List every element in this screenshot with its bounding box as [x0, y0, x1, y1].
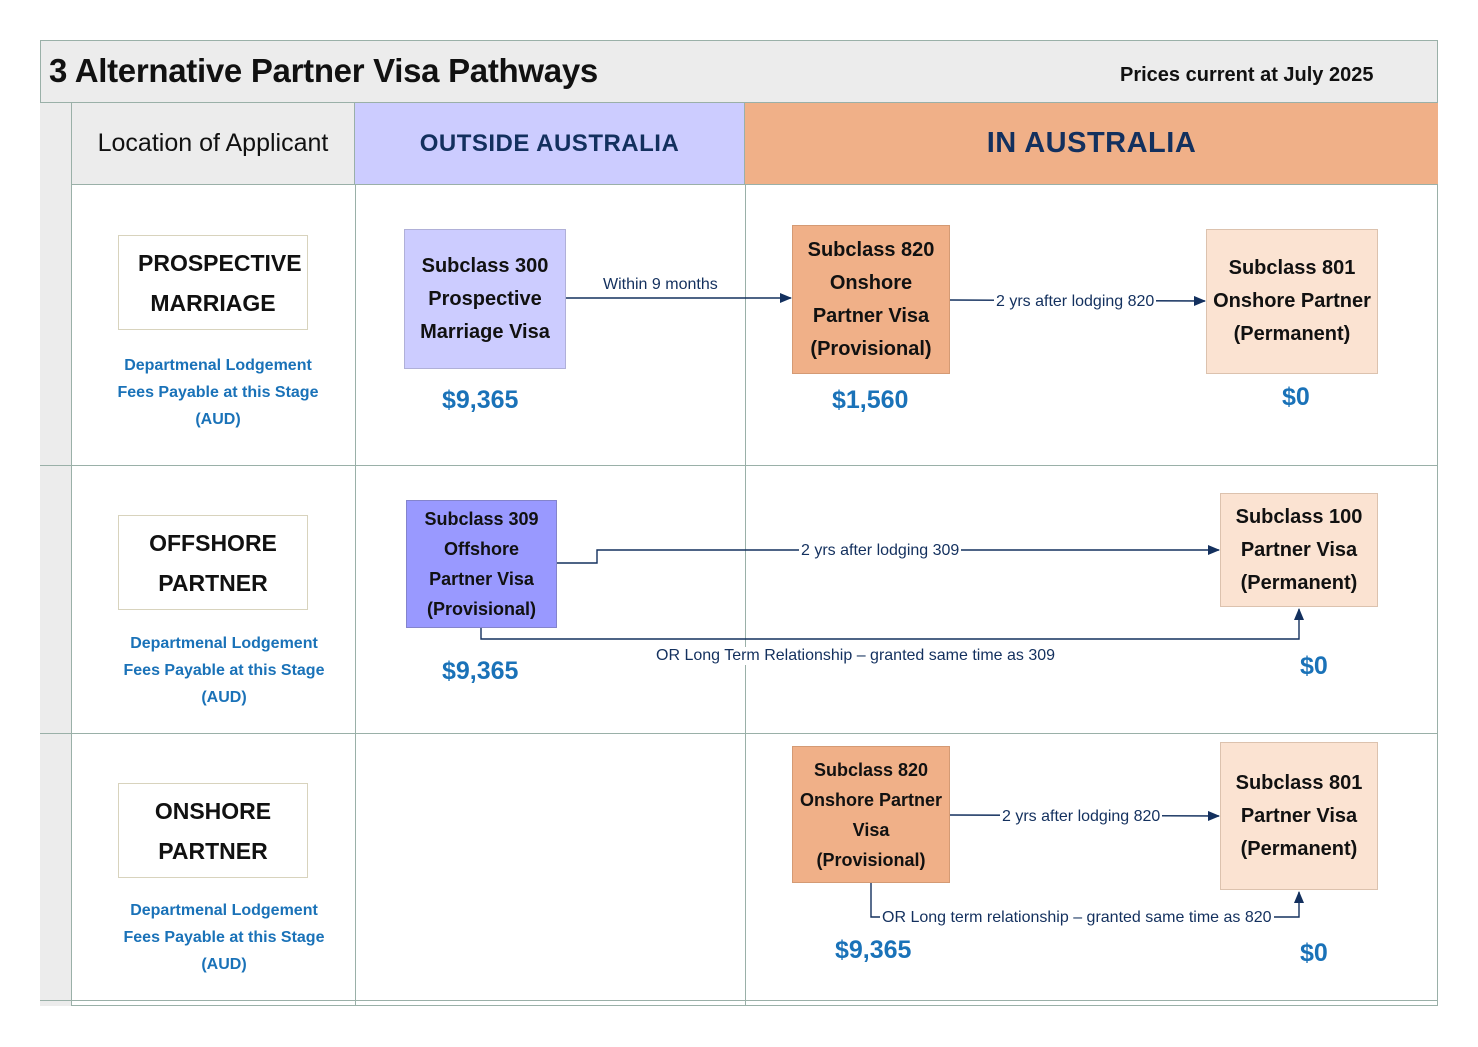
row-label-offshore-partner	[118, 515, 308, 610]
row-label-text: OFFSHORE PARTNER	[149, 529, 277, 596]
price-309: $9,365	[442, 657, 519, 685]
prices-note: Prices current at July 2025	[1120, 64, 1374, 86]
visa-box-subclass-309	[406, 500, 557, 628]
fees-note-prospective: Departmenal Lodgement Fees Payable at this Stage (AUD)	[117, 357, 319, 428]
price-801-row1: $0	[1282, 383, 1310, 411]
row-label-text: PROSPECTIVE MARRIAGE	[138, 249, 302, 316]
row-label-text: ONSHORE PARTNER	[154, 797, 272, 864]
price-820-row1: $1,560	[832, 386, 909, 414]
visa-label: Subclass 820 Onshore Partner Visa (Provisional)	[799, 759, 943, 870]
fees-note-onshore: Departmenal Lodgement Fees Payable at this Stage (AUD)	[123, 902, 325, 973]
arrow-label-2yrs-820-row1: 2 yrs after lodging 820	[996, 293, 1155, 310]
fees-note-offshore: Departmenal Lodgement Fees Payable at this Stage (AUD)	[123, 635, 325, 706]
header-location: Location of Applicant	[72, 103, 355, 185]
visa-label: Subclass 801 Partner Visa (Permanent)	[1235, 771, 1363, 860]
arrow-label-long-term-820: OR Long term relationship – granted same time as 820	[882, 909, 1272, 926]
price-100: $0	[1300, 652, 1328, 680]
visa-label: Subclass 801 Onshore Partner (Permanent)	[1213, 257, 1371, 345]
visa-box-subclass-100	[1220, 493, 1378, 607]
visa-box-subclass-801-row1	[1206, 229, 1378, 374]
arrow-309-to-100-long-term	[481, 609, 1299, 639]
visa-label: Subclass 100 Partner Visa (Permanent)	[1235, 505, 1363, 594]
price-820-row3: $9,365	[835, 936, 912, 964]
header-in-australia: IN AUSTRALIA	[745, 103, 1438, 185]
arrow-label-within-9-months: Within 9 months	[603, 276, 718, 293]
row-label-onshore-partner	[118, 783, 308, 878]
price-300: $9,365	[442, 386, 519, 414]
row-label-prospective-marriage	[118, 235, 308, 330]
diagram-title: 3 Alternative Partner Visa Pathways	[49, 52, 598, 89]
visa-box-subclass-300	[404, 229, 566, 369]
visa-label: Subclass 309 Offshore Partner Visa (Provisional)	[424, 509, 539, 619]
visa-box-subclass-820-row1	[792, 225, 950, 374]
arrow-label-long-term-309: OR Long Term Relationship – granted same time as 309	[656, 647, 1056, 664]
visa-label: Subclass 300 Prospective Marriage Visa	[420, 254, 550, 343]
visa-box-subclass-820-row3	[792, 746, 950, 883]
arrow-label-2yrs-309: 2 yrs after lodging 309	[801, 542, 960, 559]
price-801-row3: $0	[1300, 939, 1328, 967]
visa-box-subclass-801-row3	[1220, 742, 1378, 890]
header-outside-australia: OUTSIDE AUSTRALIA	[355, 103, 745, 185]
visa-label: Subclass 820 Onshore Partner Visa (Provisional)	[807, 238, 935, 360]
arrow-label-2yrs-820-row3: 2 yrs after lodging 820	[1002, 808, 1161, 825]
